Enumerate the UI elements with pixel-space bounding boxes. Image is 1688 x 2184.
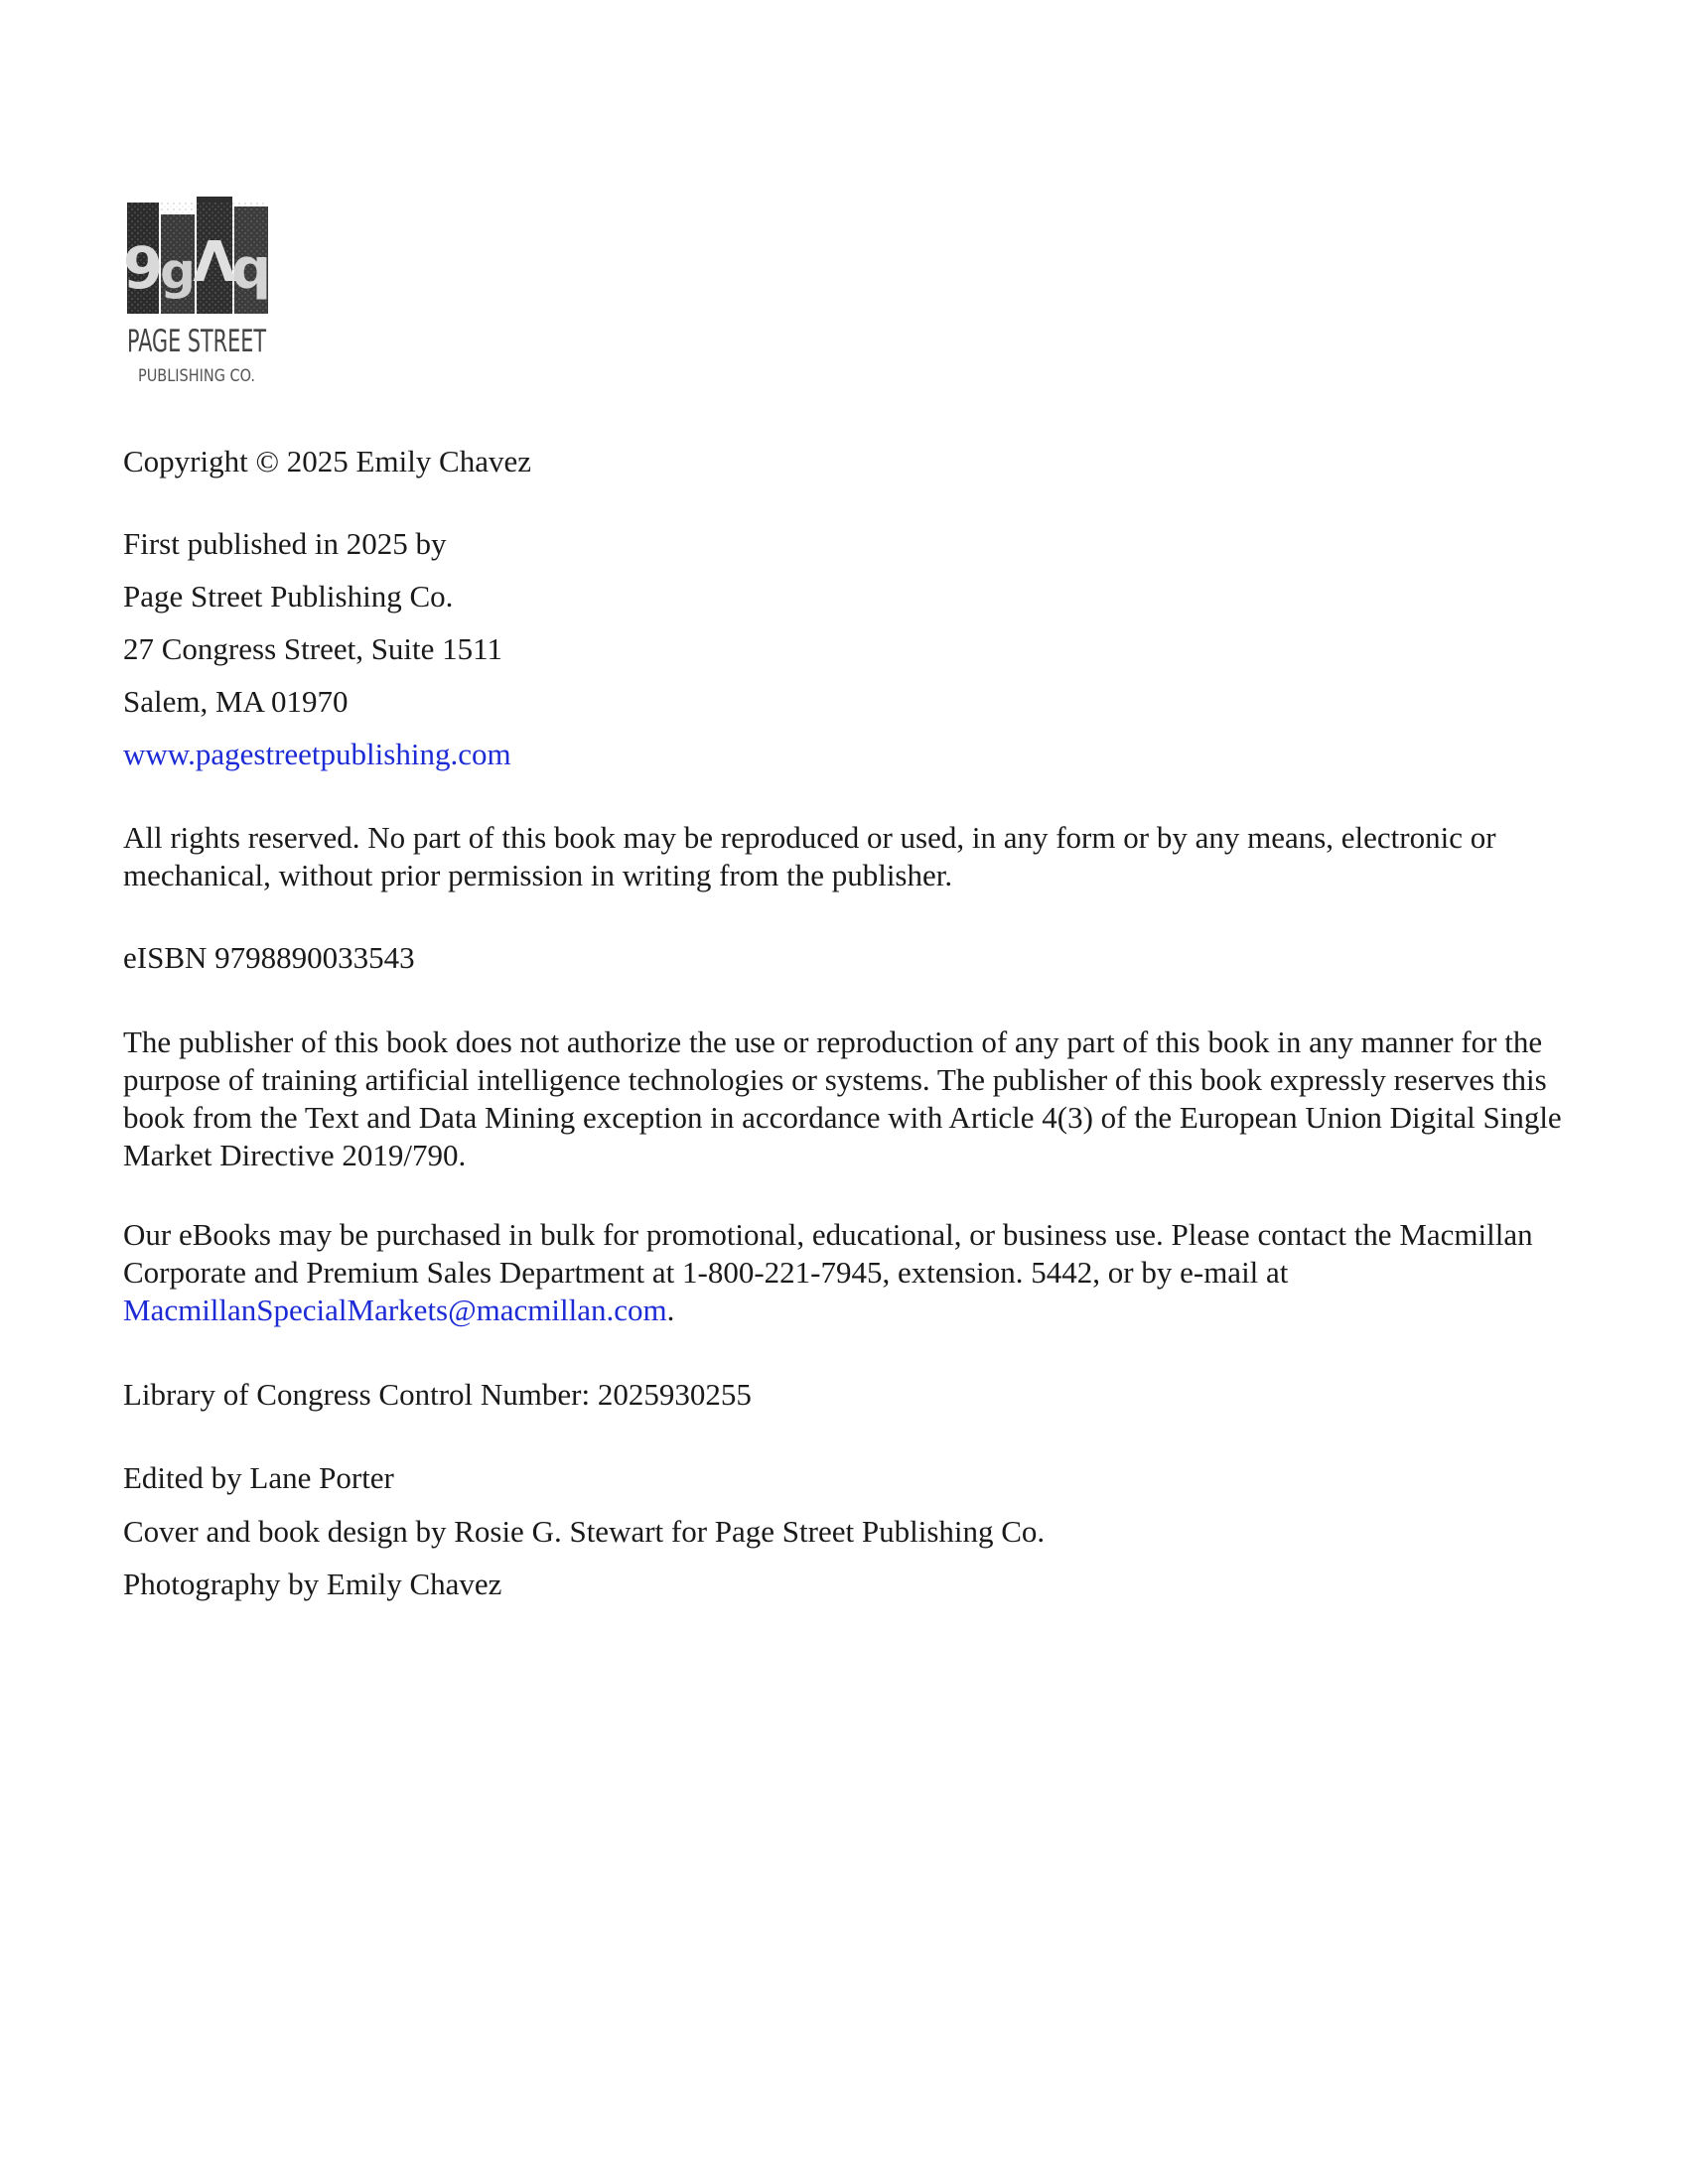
svg-text:g: g: [160, 242, 196, 300]
special-markets-email-link[interactable]: MacmillanSpecialMarkets@macmillan.com: [123, 1293, 667, 1327]
photography-credit: Photography by Emily Chavez: [123, 1567, 502, 1601]
publisher-address-line2: Salem, MA 01970: [123, 684, 349, 719]
bulk-sales-end: .: [666, 1293, 675, 1327]
svg-text:q: q: [230, 237, 272, 302]
svg-text:9: 9: [122, 234, 164, 302]
publisher-logo: [122, 197, 272, 391]
first-published-line: First published in 2025 by: [123, 526, 447, 561]
logo-wordmark-bottom: PUBLISHING CO.: [138, 366, 255, 386]
publisher-address-line1: 27 Congress Street, Suite 1511: [123, 631, 503, 666]
bulk-sales-text: Our eBooks may be purchased in bulk for promotional, educational, or business use. Please contact the Macmillan Corporate and Premium Sales Department at 1-800-221-7945, extension. 5442, or by e-mail at: [123, 1217, 1533, 1290]
design-credit: Cover and book design by Rosie G. Stewart for Page Street Publishing Co.: [123, 1514, 1046, 1549]
publisher-website-link[interactable]: www.pagestreetpublishing.com: [123, 737, 511, 771]
eisbn-line: eISBN 9798890033543: [123, 940, 415, 975]
publisher-name: Page Street Publishing Co.: [123, 579, 454, 614]
logo-wordmark-top: PAGE STREET: [127, 324, 267, 359]
lccn-line: Library of Congress Control Number: 2025930255: [123, 1377, 752, 1412]
bulk-sales-notice: [123, 1216, 1573, 1329]
editor-credit: Edited by Lane Porter: [123, 1460, 394, 1495]
page-street-type-blocks-icon: [122, 197, 272, 391]
rights-statement: All rights reserved. No part of this book may be reproduced or used, in any form or by any means, electronic or mechanical, without prior permission in writing from the publisher.: [123, 820, 1496, 892]
copyright-line: Copyright © 2025 Emily Chavez: [123, 444, 532, 478]
ai-training-notice: The publisher of this book does not authorize the use or reproduction of any part of this book in any manner for the purpose of training artificial intelligence technologies or systems. The publisher of this book expressly reserves this book from the Text and Data Mining exception in accordance with Article 4(3) of the European Union Digital Single Market Directive 2019/790.: [123, 1024, 1562, 1172]
svg-text:V: V: [193, 226, 236, 291]
